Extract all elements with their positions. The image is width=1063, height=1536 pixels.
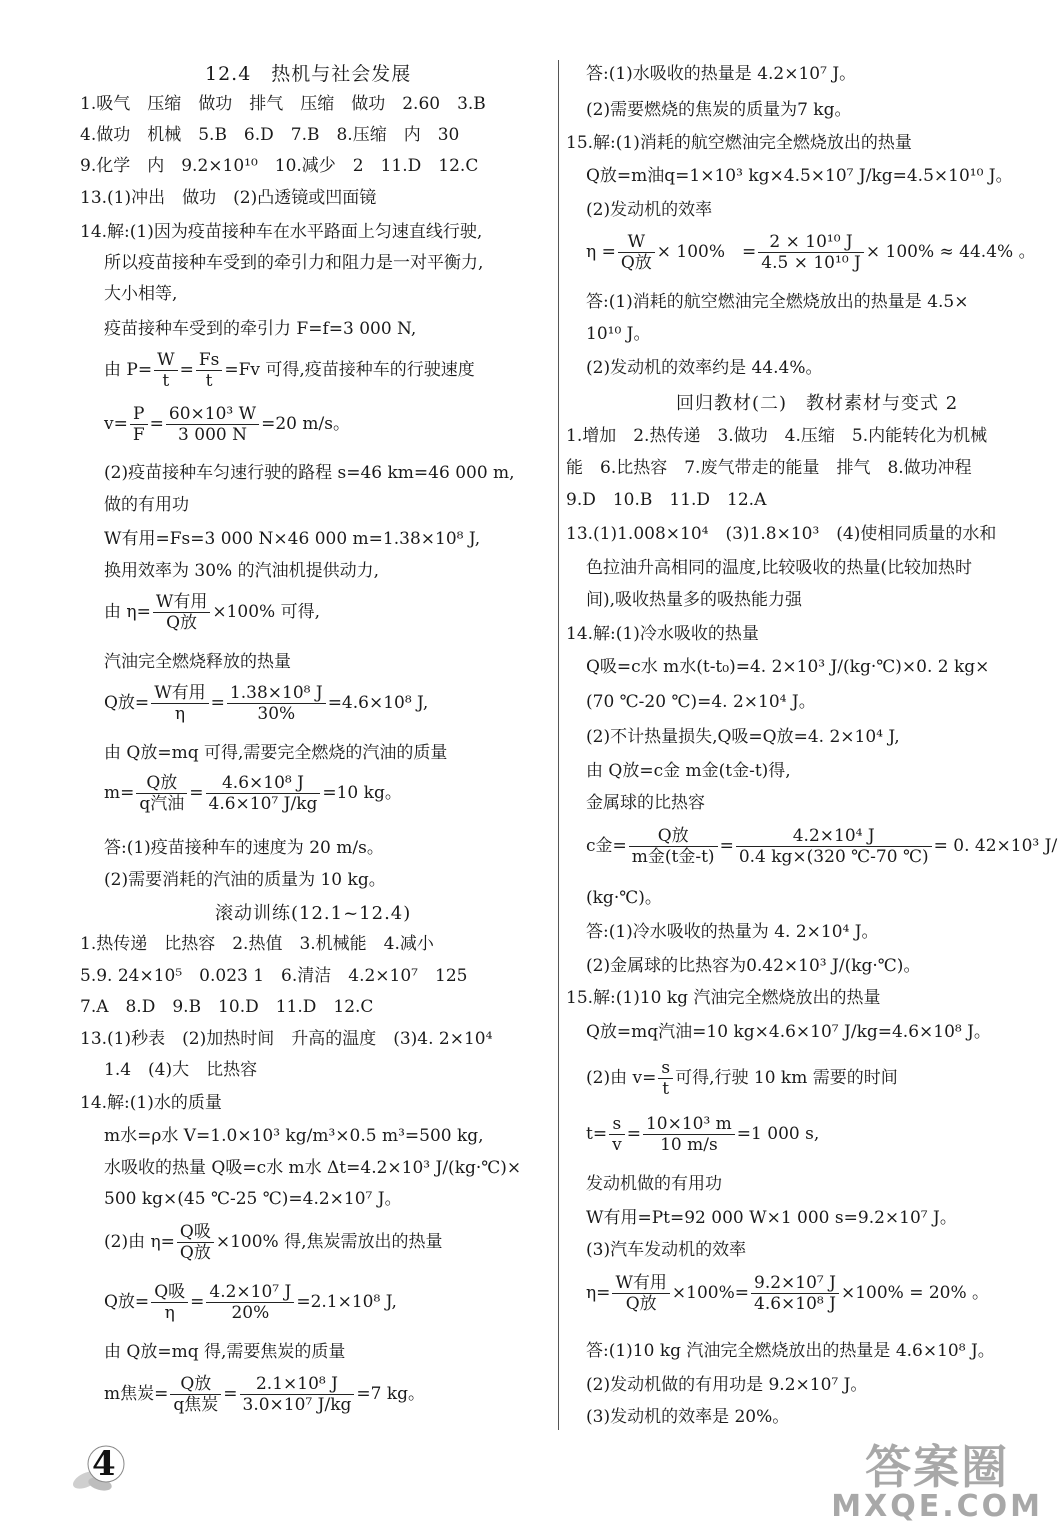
answer-line: 13.(1)秒表 (2)加热时间 升高的温度 (3)4. 2×10⁴ <box>80 1029 493 1049</box>
answer-line: 1.4 (4)大 比热容 <box>104 1060 258 1080</box>
answer-line: 大小相等, <box>104 284 178 304</box>
formula-speed: v= $\frac{P}{F}$ = $\frac{\text{60×10³ W}}{3 000 N}$ =20 m/s。 <box>104 404 350 445</box>
answer-line: 由 Q放=c金 m金(t金-t)得, <box>586 761 791 781</box>
answer-line: 14.解:(1)水的质量 <box>80 1093 222 1113</box>
answer-line: (kg·℃)。 <box>586 888 662 908</box>
answer-line: (2)金属球的比热容为0.42×10³ J/(kg·℃)。 <box>586 956 921 976</box>
answer-line: 15.解:(1)消耗的航空燃油完全燃烧放出的热量 <box>566 133 912 153</box>
answer-line: 1.热传递 比热容 2.热值 3.机械能 4.减小 <box>80 934 434 954</box>
answer-line: 由 Q放=mq 得,需要焦炭的质量 <box>104 1342 346 1362</box>
answer-line: Q放=mq汽油=10 kg×4.6×10⁷ J/kg=4.6×10⁸ J。 <box>586 1022 991 1042</box>
answer-line: 13.(1)1.008×10⁴ (3)1.8×10³ (4)使相同质量的水和 <box>566 524 997 544</box>
answer-line: (2)不计热量损失,Q吸=Q放=4. 2×10⁴ J, <box>586 727 900 747</box>
answer-line: 9.D 10.B 11.D 12.A <box>566 490 767 510</box>
answer-line: 4.做功 机械 5.B 6.D 7.B 8.压缩 内 30 <box>80 125 460 145</box>
answer-line: 汽油完全燃烧释放的热量 <box>104 652 291 672</box>
answer-line: (2)需要消耗的汽油的质量为 10 kg。 <box>104 870 386 890</box>
section-title-review: 回归教材(二) 教材素材与变式 2 <box>676 393 959 414</box>
column-divider <box>558 60 559 1430</box>
answer-line: 10¹⁰ J。 <box>586 324 651 344</box>
answer-line: (2)发动机的效率 <box>586 200 713 220</box>
formula-engine-efficiency: η = $\frac{W}{\text{Q放}}$ × 100% = $\frac{\text{2 × 10¹⁰ J}}{\text{4.5 × 10¹⁰ J}}$ × 100% ≈ 44.4% 。 <box>586 232 1036 273</box>
answer-line: 答:(1)10 kg 汽油完全燃烧放出的热量是 4.6×10⁸ J。 <box>586 1341 995 1361</box>
answer-line: (2)疫苗接种车匀速行驶的路程 s=46 km=46 000 m, <box>104 463 515 483</box>
answer-line: 答:(1)消耗的航空燃油完全燃烧放出的热量是 4.5× <box>586 292 969 312</box>
answer-line: 色拉油升高相同的温度,比较吸收的热量(比较加热时 <box>586 558 973 578</box>
answer-line: 水吸收的热量 Q吸=c水 m水 Δt=4.2×10³ J/(kg·℃)× <box>104 1158 522 1178</box>
answer-line: 能 6.比热容 7.废气带走的能量 排气 8.做功冲程 <box>566 458 972 478</box>
answer-line: 间),吸收热量多的吸热能力强 <box>586 590 803 610</box>
answer-line: 13.(1)冲出 做功 (2)凸透镜或凹面镜 <box>80 188 377 208</box>
section-title-rolling: 滚动训练(12.1~12.4) <box>215 903 412 924</box>
answer-line: W有用=Fs=3 000 N×46 000 m=1.38×10⁸ J, <box>104 529 481 549</box>
page-number-badge <box>70 1440 140 1496</box>
answer-line: 答:(1)冷水吸收的热量为 4. 2×10⁴ J。 <box>586 922 879 942</box>
answer-line: 9.化学 内 9.2×10¹⁰ 10.减少 2 11.D 12.C <box>80 156 479 176</box>
answer-line: 1.吸气 压缩 做功 排气 压缩 做功 2.60 3.B <box>80 94 486 114</box>
answer-line: 15.解:(1)10 kg 汽油完全燃烧放出的热量 <box>566 988 881 1008</box>
formula-heat-released: Q放= $\frac{\text{W有用}}{\eta}$ = $\frac{\text{1.38×10⁸ J}}{30\%}$ =4.6×10⁸ J, <box>104 683 429 724</box>
formula-mass-gasoline: m= $\frac{\text{Q放}}{\text{q汽油}}$ = $\frac{\text{4.6×10⁸ J}}{\text{4.6×10⁷ J/kg}}$ =10 kg。 <box>104 773 402 814</box>
answer-line: 所以疫苗接种车受到的牵引力和阻力是一对平衡力, <box>104 253 484 273</box>
answer-line: Q吸=c水 m水(t-t₀)=4. 2×10³ J/(kg·℃)×0. 2 kg× <box>586 657 990 677</box>
formula-heat-coke: Q放= $\frac{\text{Q吸}}{\eta}$ = $\frac{\text{4.2×10⁷ J}}{20\%}$ =2.1×10⁸ J, <box>104 1282 397 1323</box>
answer-line: 答:(1)水吸收的热量是 4.2×10⁷ J。 <box>586 64 857 84</box>
answer-line: Q放=m油q=1×10³ kg×4.5×10⁷ J/kg=4.5×10¹⁰ J。 <box>586 166 1013 186</box>
formula-efficiency: 由 η= $\frac{\text{W有用}}{\text{Q放}}$ ×100% 可得, <box>104 592 320 633</box>
answer-line: 14.解:(1)冷水吸收的热量 <box>566 624 759 644</box>
formula-time: t= $\frac{s}{v}$ = $\frac{\text{10×10³ m}}{10 m/s}$ =1 000 s, <box>586 1114 820 1155</box>
formula-velocity: (2)由 v= $\frac{s}{t}$ 可得,行驶 10 km 需要的时间 <box>586 1058 898 1099</box>
answer-line: 做的有用功 <box>104 495 189 515</box>
answer-line: (3)汽车发动机的效率 <box>586 1240 747 1260</box>
answer-line: 14.解:(1)因为疫苗接种车在水平路面上匀速直线行驶, <box>80 222 483 242</box>
formula-mass-coke: m焦炭= $\frac{\text{Q放}}{\text{q焦炭}}$ = $\frac{\text{2.1×10⁸ J}}{\text{3.0×10⁷ J/kg}}$ =7 kg。 <box>104 1374 426 1415</box>
answer-line: (3)发动机的效率是 20%。 <box>586 1407 790 1427</box>
page-number: 4 <box>92 1444 116 1484</box>
answer-line: (2)需要燃烧的焦炭的质量为7 kg。 <box>586 100 852 120</box>
answer-line: 金属球的比热容 <box>586 793 705 813</box>
watermark <box>831 1442 1043 1522</box>
answer-line: (2)发动机的效率约是 44.4%。 <box>586 358 823 378</box>
answer-line: 换用效率为 30% 的汽油机提供动力, <box>104 561 379 581</box>
watermark-url: MXQE.COM <box>831 1489 1043 1524</box>
formula-power: 由 P= $\frac{W}{t}$ = $\frac{Fs}{t}$ =Fv 可得,疫苗接种车的行驶速度 <box>104 350 475 391</box>
answer-line: (70 ℃-20 ℃)=4. 2×10⁴ J。 <box>586 692 816 712</box>
answer-line: 答:(1)疫苗接种车的速度为 20 m/s。 <box>104 838 384 858</box>
section-title-12-4: 12.4 热机与社会发展 <box>205 63 412 85</box>
answer-line: 500 kg×(45 ℃-25 ℃)=4.2×10⁷ J。 <box>104 1189 402 1209</box>
answer-line: 5.9. 24×10⁵ 0.023 1 6.清洁 4.2×10⁷ 125 <box>80 966 468 986</box>
answer-line: 1.增加 2.热传递 3.做功 4.压缩 5.内能转化为机械 <box>566 426 988 446</box>
formula-car-efficiency: η= $\frac{\text{W有用}}{\text{Q放}}$ ×100%= $\frac{\text{9.2×10⁷ J}}{\text{4.6×10⁸ J}}$ ×100% = 20% 。 <box>586 1273 990 1314</box>
formula-efficiency-coke: (2)由 η= $\frac{\text{Q吸}}{\text{Q放}}$ ×100% 得,焦炭需放出的热量 <box>104 1222 443 1263</box>
answer-line: 7.A 8.D 9.B 10.D 11.D 12.C <box>80 997 374 1017</box>
watermark-logo-text: 答案圈 <box>865 1440 1010 1494</box>
answer-line: 发动机做的有用功 <box>586 1174 722 1194</box>
answer-line: 疫苗接种车受到的牵引力 F=f=3 000 N, <box>104 319 417 339</box>
answer-line: 由 Q放=mq 可得,需要完全燃烧的汽油的质量 <box>104 743 448 763</box>
answer-line: (2)发动机做的有用功是 9.2×10⁷ J。 <box>586 1375 868 1395</box>
answer-line: W有用=Pt=92 000 W×1 000 s=9.2×10⁷ J。 <box>586 1208 957 1228</box>
answer-line: m水=ρ水 V=1.0×10³ kg/m³×0.5 m³=500 kg, <box>104 1126 484 1146</box>
formula-specific-heat: c金= $\frac{\text{Q放}}{\text{m金(t金-t)}}$ = $\frac{\text{4.2×10⁴ J}}{0.4 kg\times(320 ℃-70 ℃)}$ = 0. 42×10³ J/ <box>586 826 1058 867</box>
